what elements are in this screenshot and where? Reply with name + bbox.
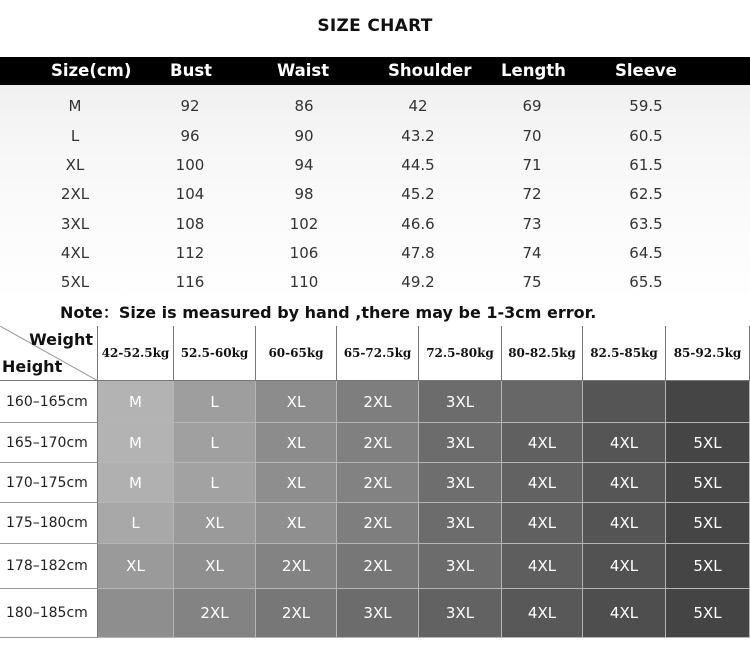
size-row [0,268,750,297]
size-recommendation-cell: L [174,423,256,463]
size-cell: 108 [175,215,205,233]
size-cell: 62.5 [629,185,663,203]
size-recommendation-cell [502,381,583,423]
size-recommendation-cell [666,381,750,423]
height-axis-label: Height [2,357,63,376]
size-recommendation-cell: 2XL [256,544,337,589]
size-recommendation-cell: 4XL [583,503,666,544]
size-recommendation-cell [98,589,174,638]
size-recommendation-cell: 2XL [337,503,419,544]
size-cell: 92 [180,97,200,115]
size-recommendation-cell: 5XL [666,423,750,463]
size-recommendation-cell: 4XL [583,544,666,589]
size-table-header [0,57,750,85]
size-recommendation-cell: XL [98,544,174,589]
size-cell: 3XL [60,215,90,233]
size-recommendation-cell: 5XL [666,589,750,638]
size-cell: 59.5 [629,97,663,115]
size-row [0,180,750,209]
size-cell: 64.5 [629,244,663,262]
size-row [0,210,750,239]
height-label: 160–165cm [0,381,98,423]
height-label: 175–180cm [0,503,98,544]
size-recommendation-cell: 4XL [502,503,583,544]
size-recommendation-cell: 4XL [583,463,666,503]
size-recommendation-cell: 5XL [666,463,750,503]
height-label: 170–175cm [0,463,98,503]
size-recommendation-cell: 2XL [337,381,419,423]
size-recommendation-cell: 4XL [583,589,666,638]
size-recommendation-cell: XL [174,503,256,544]
size-cell: 116 [175,273,205,291]
size-recommendation-cell: XL [256,423,337,463]
size-cell: 47.8 [401,244,435,262]
size-cell: 75 [522,273,542,291]
height-label: 178–182cm [0,544,98,589]
size-recommendation-cell: 3XL [419,423,502,463]
weight-header: 72.5-80kg [419,326,502,381]
size-recommendation-cell: XL [256,463,337,503]
height-label: 165–170cm [0,423,98,463]
size-recommendation-cell [583,381,666,423]
size-cell: 71 [522,156,542,174]
size-cell: 5XL [60,273,90,291]
weight-axis-label: Weight [29,330,93,349]
size-recommendation-cell: L [174,381,256,423]
height-label: 180–185cm [0,589,98,638]
size-recommendation-cell: 4XL [502,423,583,463]
size-cell: 110 [289,273,319,291]
size-cell: 63.5 [629,215,663,233]
size-cell: 49.2 [401,273,435,291]
size-recommendation-cell: XL [256,381,337,423]
header-sleeve: Sleeve [615,61,677,80]
page-title: SIZE CHART [317,16,433,36]
size-recommendation-cell: L [98,503,174,544]
weight-header: 60-65kg [256,326,337,381]
header-waist: Waist [277,61,330,80]
corner-header [0,326,98,381]
size-cell: 43.2 [401,127,435,145]
size-cell: XL [65,156,85,174]
size-recommendation-cell: 4XL [583,423,666,463]
size-row [0,151,750,180]
size-recommendation-cell: XL [256,503,337,544]
size-recommendation-cell: 2XL [337,423,419,463]
size-recommendation-cell: 3XL [419,463,502,503]
header-size: Size(cm) [51,61,132,80]
size-recommendation-cell: 5XL [666,544,750,589]
size-cell: 4XL [60,244,90,262]
weight-header: 85-92.5kg [666,326,750,381]
size-cell: 104 [175,185,205,203]
size-recommendation-cell: 3XL [419,381,502,423]
size-cell: 100 [175,156,205,174]
size-recommendation-cell: 5XL [666,503,750,544]
size-table-body [0,85,750,300]
size-cell: 70 [522,127,542,145]
size-recommendation-cell: L [174,463,256,503]
weight-header: 52.5-60kg [174,326,256,381]
weight-header: 65-72.5kg [337,326,419,381]
size-cell: 73 [522,215,542,233]
size-cell: 69 [522,97,542,115]
weight-header: 82.5-85kg [583,326,666,381]
size-cell: 2XL [60,185,90,203]
size-cell: 94 [294,156,314,174]
header-shoulder: Shoulder [388,61,472,80]
size-recommendation-cell: 3XL [419,503,502,544]
size-row [0,239,750,268]
header-length: Length [501,61,566,80]
size-cell: 45.2 [401,185,435,203]
size-recommendation-cell: 2XL [337,463,419,503]
size-cell: 96 [180,127,200,145]
size-recommendation-cell: XL [174,544,256,589]
size-recommendation-cell: 4XL [502,544,583,589]
size-cell: 90 [294,127,314,145]
size-recommendation-cell: 3XL [337,589,419,638]
size-recommendation-cell: 3XL [419,544,502,589]
size-cell: 61.5 [629,156,663,174]
size-recommendation-cell: 2XL [337,544,419,589]
weight-header: 80-82.5kg [502,326,583,381]
size-cell: 112 [175,244,205,262]
size-recommendation-cell: 4XL [502,463,583,503]
size-recommendation-cell: 2XL [174,589,256,638]
size-cell: 46.6 [401,215,435,233]
size-cell: 60.5 [629,127,663,145]
size-cell: 42 [408,97,428,115]
recommendation-table [0,326,750,638]
measurement-note: Note：Size is measured by hand ,there may be 1-3cm error. [60,303,597,322]
size-cell: 106 [289,244,319,262]
size-cell: 44.5 [401,156,435,174]
size-cell: 65.5 [629,273,663,291]
size-cell: 72 [522,185,542,203]
size-recommendation-cell: 4XL [502,589,583,638]
size-recommendation-cell: 3XL [419,589,502,638]
weight-header: 42-52.5kg [98,326,174,381]
size-row [0,122,750,151]
size-recommendation-cell: M [98,463,174,503]
size-cell: M [68,97,82,115]
size-recommendation-cell: M [98,423,174,463]
size-cell: L [70,127,80,145]
size-recommendation-cell: 2XL [256,589,337,638]
size-cell: 74 [522,244,542,262]
header-bust: Bust [170,61,213,80]
size-row [0,92,750,121]
size-cell: 86 [294,97,314,115]
size-cell: 102 [289,215,319,233]
size-cell: 98 [294,185,314,203]
size-recommendation-cell: M [98,381,174,423]
